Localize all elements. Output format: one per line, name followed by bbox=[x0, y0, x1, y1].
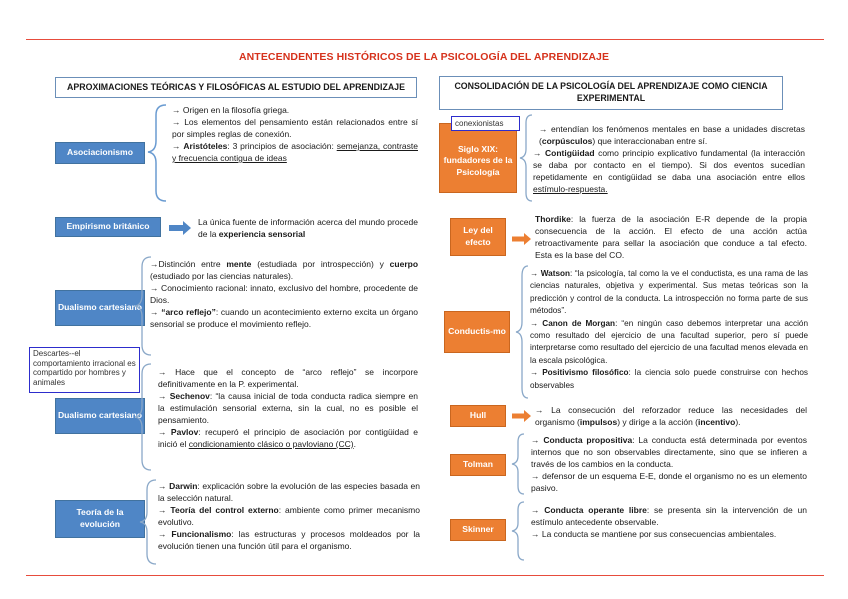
evol-l3a: → bbox=[158, 529, 172, 539]
cond-l3a: → bbox=[530, 368, 543, 378]
top-border bbox=[26, 39, 824, 40]
arrow-hull bbox=[512, 410, 532, 422]
asoc-l3-rest: : 3 principios de asociación: bbox=[227, 141, 337, 151]
text-conductismo bbox=[530, 268, 808, 392]
bottom-border bbox=[26, 575, 824, 576]
hull-c: ). bbox=[735, 417, 741, 427]
dual1-l1e: (estudiado por las ciencias naturales). bbox=[150, 271, 294, 281]
box-tolman-label: Tolman bbox=[463, 459, 493, 470]
skin-line-2: → La conducta se mantiene por sus consecuencias ambientales. bbox=[531, 529, 777, 539]
cond-line-1 bbox=[530, 268, 808, 318]
tol-line-2: → defensor de un esquema E-E, donde el organismo no es un elemento pasivo. bbox=[531, 471, 807, 493]
tol-l1c: : La conducta está determinada por eventos internos que no son observables directamente, sino que se infieren a través de los cambios en la conducta. bbox=[531, 435, 807, 469]
text-siglo-xix bbox=[533, 123, 805, 195]
box-asociacionismo bbox=[55, 142, 145, 164]
cond-l1c: : “la psicología, tal como la ve el conductista, es una rama de las ciencias naturales, objetiva y experimental. Sus metas teóricas son la predicción y control de la conducta. La introspección no forma parte de sus métodos”. bbox=[530, 269, 808, 316]
evol-l3c: : las estructuras y procesos moldeados por la evolución tienen una función útil para el organismo. bbox=[158, 529, 420, 551]
tol-line-1 bbox=[531, 434, 807, 470]
efecto-text: : la fuerza de la asociación E-R depende de la propia consecuencia de la acción. El efecto de una acción actúa retroactivamente para sellar la asociación que conduce a tal efecto. Esta es la base del CO. bbox=[535, 214, 807, 260]
asoc-line-1: → Origen en la filosofía griega. bbox=[172, 105, 290, 115]
note-conexionistas-text: conexionistas bbox=[455, 119, 504, 128]
skin-line-1 bbox=[531, 504, 807, 528]
left-header-text: APROXIMACIONES TEÓRICAS Y FILOSÓFICAS AL ESTUDIO DEL APRENDIZAJE bbox=[67, 81, 405, 92]
right-header-text: CONSOLIDACIÓN DE LA PSICOLOGÍA DEL APRENDIZAJE COMO CIENCIA EXPERIMENTAL bbox=[454, 81, 768, 103]
dual1-l1d: cuerpo bbox=[389, 259, 419, 269]
cond-l2a: → bbox=[530, 318, 543, 328]
box-dualismo-1 bbox=[55, 290, 145, 326]
skin-l1c: : se presenta sin la intervención de un estímulo antecedente observable. bbox=[531, 505, 807, 527]
evol-l3b: Funcionalismo bbox=[171, 529, 232, 539]
note-conexionistas bbox=[451, 116, 520, 131]
cond-l2b: Canon de Morgan bbox=[542, 318, 616, 328]
evol-l2b: Teoría del control externo bbox=[170, 505, 279, 515]
dual1-l3b: “arco reflejo” bbox=[161, 307, 216, 317]
box-dualismo-2 bbox=[55, 398, 145, 434]
asoc-line-2: → Los elementos del pensamiento están relacionados entre sí por simples reglas de conexión. bbox=[172, 117, 418, 139]
box-asociacionismo-label: Asociacionismo bbox=[67, 147, 133, 158]
box-tolman bbox=[450, 454, 506, 476]
box-dualismo-1-label: Dualismo cartesiano bbox=[57, 302, 143, 313]
dual2-l3a: → bbox=[158, 427, 171, 437]
text-dualismo-1 bbox=[150, 258, 418, 330]
box-empirismo bbox=[55, 217, 161, 237]
box-empirismo-label: Empirismo británico bbox=[66, 221, 150, 232]
brace-skinner bbox=[512, 500, 528, 562]
tol-l1a: → bbox=[531, 435, 544, 445]
cond-l2c: : “en ningún caso debemos interpretar una acción como resultado del ejercicio de una facultad superior, pero sí puede interpretarse como resultado del ejercicio de una facultad menos elevada en la escala psicológica. bbox=[530, 318, 808, 365]
evol-line-1 bbox=[158, 480, 420, 504]
dual2-l3c: : recuperó el principio de asociación por contigüidad e inició el bbox=[158, 427, 418, 449]
dual1-l1c: (estudiada por introspección) y bbox=[251, 259, 390, 269]
text-hull bbox=[535, 404, 807, 428]
evol-l2c: : ambiente como primer mecanismo evolutivo. bbox=[158, 505, 420, 527]
note-descartes bbox=[29, 347, 140, 393]
tol-l1b: Conducta propositiva bbox=[543, 435, 633, 445]
dual1-l3c: : cuando un acontecimiento externo excita un órgano sensorial se produce el movimiento reflejo. bbox=[150, 307, 418, 329]
note-descartes-text: Descartes--el comportamiento irracional es compartido por hombres y animales bbox=[33, 349, 136, 387]
evol-line-2 bbox=[158, 504, 420, 528]
dual2-l2a: → bbox=[158, 391, 170, 401]
cond-l1b: Watson bbox=[540, 269, 571, 278]
evol-l1c: : explicación sobre la evolución de las especies basada en la selección natural. bbox=[158, 481, 420, 503]
siglo-l2a: → bbox=[533, 148, 545, 158]
siglo-line-1 bbox=[533, 123, 805, 147]
dual1-l1b: mente bbox=[226, 259, 252, 269]
dual1-line-3 bbox=[150, 306, 418, 330]
siglo-l1b: corpúsculos bbox=[541, 136, 593, 146]
box-evolucion-label: Teoría de la evolución bbox=[76, 507, 124, 529]
dual2-line-3 bbox=[150, 426, 418, 450]
box-conductismo bbox=[444, 311, 510, 353]
box-hull bbox=[450, 405, 506, 427]
dual1-l3a: → bbox=[150, 307, 162, 317]
siglo-l2c: como principio explicativo fundamental (la interacción se daba por contacto en el tiempo). Si dos eventos sucedían repetidamente en contigüidad se daba una asociación entre ellos bbox=[533, 148, 805, 182]
dual2-l3b: Pavlov bbox=[170, 427, 199, 437]
text-empirismo bbox=[198, 216, 418, 240]
box-siglo-xix bbox=[439, 123, 517, 193]
box-hull-label: Hull bbox=[469, 410, 487, 421]
skin-l1b: Conducta operante libre bbox=[544, 505, 647, 515]
cond-l1a: → bbox=[530, 269, 541, 278]
cond-l3b: Positivismo filosófico bbox=[542, 368, 629, 378]
box-ley-efecto-label: Ley del efecto bbox=[463, 225, 493, 247]
hull-b1: impulsos bbox=[579, 417, 618, 427]
dual2-l3d: . bbox=[353, 439, 356, 449]
box-siglo-xix-label: Siglo XIX: fundadores de la Psicología bbox=[443, 143, 513, 177]
dual2-l2c: : “la causa inicial de toda conducta radica siempre en la estimulación sensorial externa, sin la cual, no es posible el pensamiento. bbox=[158, 391, 418, 425]
hull-b: ) y dirige a la acción ( bbox=[617, 417, 698, 427]
asoc-line-3 bbox=[166, 140, 418, 164]
siglo-l1c: ) que interaccionaban entre sí. bbox=[592, 136, 708, 146]
box-skinner-label: Skinner bbox=[462, 524, 494, 535]
text-asociacionismo bbox=[166, 104, 418, 164]
arrow-empirismo bbox=[169, 221, 193, 235]
cond-l3c: : la ciencia solo puede construirse con hechos observables bbox=[530, 368, 809, 390]
efecto-bold: Thordike bbox=[535, 214, 571, 224]
hull-a: → La consecución del reforzador reduce las necesidades del organismo ( bbox=[535, 405, 807, 427]
siglo-l1: → entendían los fenómenos mentales en base a unidades discretas ( bbox=[539, 124, 805, 146]
skin-l1a: → bbox=[531, 505, 545, 515]
dual2-l3u: condicionamiento clásico o pavloviano (CC) bbox=[188, 439, 354, 449]
text-dualismo-2 bbox=[150, 366, 418, 450]
box-dualismo-2-label: Dualismo cartesiano bbox=[57, 410, 143, 421]
asoc-l3-pre: → bbox=[172, 141, 184, 151]
brace-evolucion bbox=[140, 478, 160, 566]
box-ley-efecto bbox=[450, 218, 506, 256]
empirismo-bold: experiencia sensorial bbox=[218, 229, 306, 239]
evol-line-3 bbox=[158, 528, 420, 552]
evol-l1b: Darwin bbox=[169, 481, 198, 491]
empirismo-text: La única fuente de información acerca del mundo procede de la bbox=[198, 217, 418, 239]
asoc-l3-underline: semejanza, contraste y frecuencia contigua de ideas bbox=[172, 141, 418, 163]
box-conductismo-label: Conductis-mo bbox=[448, 326, 506, 337]
siglo-l2b: Contigüidad bbox=[545, 148, 595, 158]
dual1-l1a: →Distinción entre bbox=[150, 259, 227, 269]
page-title: ANTECENDENTES HISTÓRICOS DE LA PSICOLOGÍA DEL APRENDIZAJE bbox=[238, 51, 610, 63]
dual1-line-2: → Conocimiento racional: innato, exclusivo del hombre, procedente de Dios. bbox=[150, 283, 418, 305]
text-evolucion bbox=[158, 480, 420, 552]
dual2-l2b: Sechenov bbox=[169, 391, 210, 401]
evol-l1a: → bbox=[158, 481, 170, 491]
text-ley-efecto bbox=[535, 213, 807, 261]
box-skinner bbox=[450, 519, 506, 541]
cond-line-3 bbox=[530, 367, 808, 392]
cond-line-2 bbox=[530, 318, 808, 368]
arrow-ley-efecto bbox=[512, 233, 532, 245]
siglo-l2u: estímulo-respuesta. bbox=[533, 184, 608, 194]
text-skinner bbox=[531, 504, 807, 540]
hull-b2: incentivo bbox=[698, 417, 736, 427]
siglo-line-2 bbox=[533, 147, 805, 195]
evol-l2a: → bbox=[158, 505, 171, 515]
brace-tolman bbox=[512, 432, 528, 496]
asoc-l3-bold: Aristóteles bbox=[183, 141, 228, 151]
text-tolman bbox=[531, 434, 807, 494]
dual1-line-1 bbox=[150, 258, 418, 282]
left-header bbox=[55, 77, 417, 98]
right-header bbox=[439, 76, 783, 110]
dual2-line-1: → Hace que el concepto de “arco reflejo” se incorpore definitivamente en la P. experimental. bbox=[158, 367, 418, 389]
brace-asociacionismo bbox=[148, 103, 168, 203]
dual2-line-2 bbox=[150, 390, 418, 426]
box-evolucion bbox=[55, 500, 145, 538]
